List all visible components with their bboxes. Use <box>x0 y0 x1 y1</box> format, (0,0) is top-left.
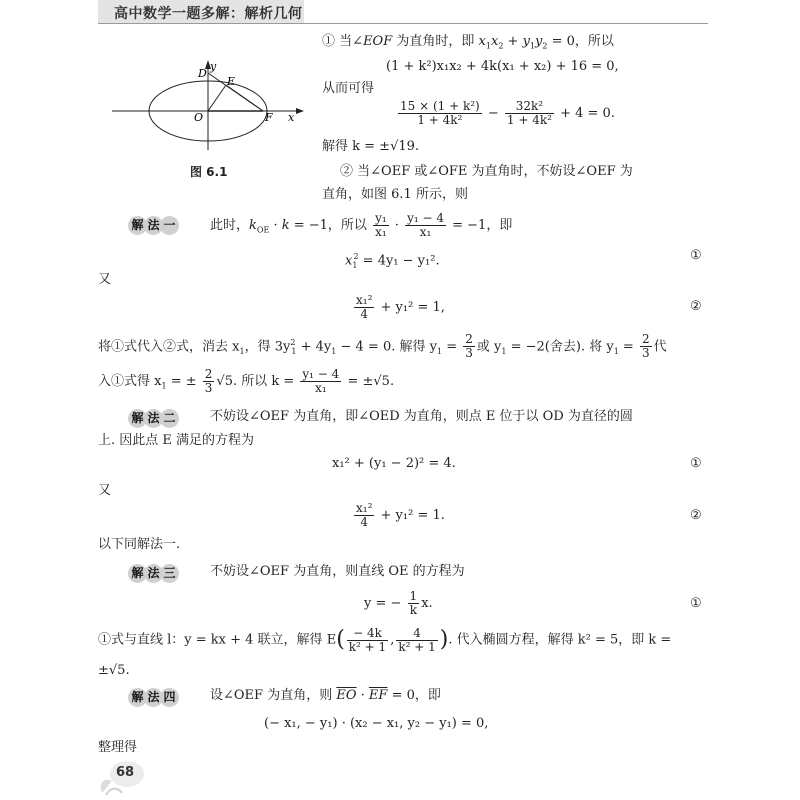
badge-char: 解 <box>128 409 147 428</box>
badge-char: 二 <box>160 409 179 428</box>
sub-text-f: 或 y <box>476 339 502 355</box>
frac-1: 1 <box>409 589 418 603</box>
sub-text-g: = −2(舍去). 将 y <box>506 339 614 355</box>
eqb-den1: 1 + 4k² <box>417 113 463 127</box>
case2-line <box>340 164 633 180</box>
badge-char: 三 <box>160 564 179 583</box>
label-x: x <box>288 111 295 124</box>
equation-5 <box>364 590 433 617</box>
sub2-text-b: = ± <box>166 374 197 389</box>
equation-no-5: ① <box>690 596 702 611</box>
header-title: 高中数学一题多解：解析几何 <box>114 6 303 22</box>
method3-sub-line: ①式与直线 l：y = kx + 4 联立，解得 E( $\frac{- 4k}{\text{k² + 1}}$ , $\frac{4}{\text{k² + 1}}$ ). 代入椭圆方程，解得 k² = 5，即 k = <box>98 625 672 654</box>
eqb-num2: 32k² <box>505 100 554 114</box>
m1-text: 此时， <box>210 218 250 233</box>
m3-sub-text2: . 代入椭圆方程，解得 k² = 5，即 k = <box>448 632 672 648</box>
eqb-num1: 15 × (1 + k²) <box>400 99 480 113</box>
sub-text-i: 代 <box>653 339 667 355</box>
m4-text: 设∠OEF 为直角，则 <box>210 688 333 703</box>
badge-char: 法 <box>144 409 163 428</box>
circle-1: ① <box>322 34 336 49</box>
sqrt19: √19. <box>390 139 420 154</box>
method4-badge <box>128 686 176 706</box>
vector-EO: $\overline{EO}$ <box>336 688 357 703</box>
frac-2c: 2 <box>204 367 213 381</box>
frac-x1sq-b: x₁² <box>356 501 373 515</box>
equation-3: x₁² + (y₁ − 2)² = 4. <box>332 456 456 471</box>
you-text-1: 又 <box>98 272 112 287</box>
label-y: y <box>210 60 217 73</box>
figure-caption: 图 6.1 <box>190 165 228 179</box>
frac-x1c: x₁ <box>315 381 327 395</box>
case2-line2: 直角，如图 6.1 所示，则 <box>322 187 468 202</box>
frac-4c: 4 <box>396 627 437 641</box>
segment-EF <box>226 85 263 111</box>
method2-badge <box>128 407 176 427</box>
case1-line: ① 当∠EOF 为直角时，即 $x_1x_2 + y_1y_2 = 0$，所以 <box>322 34 614 51</box>
case2-text: 当∠OEF 或∠OFE 为直角时，不妨设∠OEF 为 <box>357 164 633 179</box>
eq1-text: = 4y₁ − y₁². <box>362 253 440 269</box>
header-rule <box>98 23 708 24</box>
equation-no-3: ① <box>690 456 702 471</box>
frac-4b: 4 <box>360 515 369 529</box>
hence-text: 从而可得 <box>322 81 375 96</box>
you-text-2: 又 <box>98 483 112 498</box>
frac-k2p1b: k² + 1 <box>398 639 436 654</box>
m1-then: = −1，即 <box>452 218 513 233</box>
badge-char: 四 <box>160 688 179 707</box>
eqb-tail: + 4 = 0. <box>560 106 615 121</box>
badge-char: 解 <box>128 688 147 707</box>
frac-x1: x₁ <box>375 225 387 239</box>
label-O: O <box>194 111 204 124</box>
eq2-tail: + y₁² = 1, <box>380 300 445 315</box>
badge-char: 法 <box>144 688 163 707</box>
label-F: F <box>265 111 273 124</box>
method3-badge <box>128 562 176 582</box>
badge-char: 一 <box>160 216 179 235</box>
frac-3: 3 <box>465 346 473 361</box>
eqb-den2: 1 + 4k² <box>506 113 552 127</box>
equation-2 <box>352 294 445 321</box>
vector-EF: $\overline{EF}$ <box>368 688 388 703</box>
equation-no-1: ① <box>690 248 702 263</box>
sub2-text-d: = ±√5. <box>347 374 395 389</box>
page-number-badge <box>96 757 146 797</box>
equation-no-2: ② <box>690 299 702 314</box>
frac-k: k <box>409 603 417 617</box>
frac-k2p1: k² + 1 <box>348 639 387 654</box>
arrange-text: 整理得 <box>98 740 138 755</box>
frac-2b: 2 <box>641 332 650 347</box>
frac-y1m4: y₁ − 4 <box>407 211 444 225</box>
m4-text-b: = 0，即 <box>391 688 441 703</box>
frac-3b: 3 <box>641 346 650 361</box>
method3-line: 不妨设∠OEF 为直角，则直线 OE 的方程为 <box>210 564 465 579</box>
sub-text-d: − 4 = 0. 解得 y <box>336 339 437 355</box>
equation-b: $\frac{\text{15 × (1 + k²)}}{\text{1 + 4k²}}$ − $\frac{\text{32k²}}{\text{1 + 4k²}}$ + 4 = 0. <box>400 99 615 127</box>
figure-ellipse <box>110 55 310 160</box>
frac-m4k: − 4k <box>347 627 388 641</box>
eq5-text: y = − <box>364 596 402 611</box>
equation-no-4: ② <box>690 508 702 523</box>
sub2-text-a: 入①式得 x <box>98 374 162 389</box>
case1-text-c: ，所以 <box>574 34 614 49</box>
frac-4: 4 <box>360 307 369 321</box>
method4-line: 设∠OEF 为直角，则 $\overline{EO} \cdot \overline{EF} = 0$，即 <box>210 688 441 703</box>
x-axis-arrow <box>296 108 304 114</box>
equation-4 <box>352 502 445 529</box>
circle-2: ② <box>340 164 354 179</box>
sub-text-h: = <box>618 339 634 355</box>
method1-badge <box>128 214 176 234</box>
solve-k-text: 解得 k = ± <box>322 139 391 154</box>
case1-text-b: 为直角时，即 <box>396 34 475 49</box>
page-number: 68 <box>116 765 135 780</box>
badge-char: 法 <box>144 564 163 583</box>
sub-text-c: + 4y <box>296 339 332 355</box>
eq5-tail: x. <box>421 596 433 611</box>
badge-char: 解 <box>128 216 147 235</box>
label-E: E <box>227 75 236 88</box>
frac-x1b: x₁ <box>419 225 432 239</box>
page-header <box>0 0 800 24</box>
m3-sub-text: ①式与直线 l：y = kx + 4 联立，解得 E <box>98 632 337 648</box>
equation-1: $x_1^2 = 4y_1 - y_1^2$. <box>345 252 440 270</box>
sub-text-b: ，得 3y <box>244 339 291 355</box>
sub2-text-c: √5. 所以 k = <box>216 374 295 389</box>
eq4-tail: + y₁² = 1. <box>380 508 445 523</box>
frac-x1sq: x₁² <box>356 293 373 307</box>
segment-OE <box>208 85 226 111</box>
substitute-line2: 入①式得 $x_1$ = ± $\frac{2}{3}$ √5. 所以 k = $\frac{\text{y₁ − 4}}{\text{x₁}}$ = ±√5. <box>98 367 395 395</box>
equation-a: (1 + k²)x₁x₂ + 4k(x₁ + x₂) + 16 = 0, <box>386 59 619 74</box>
badge-char: 法 <box>144 216 163 235</box>
method1-line: 此时，$k_{OE} \cdot k = -1$，所以 $\frac{\text{y₁}}{\text{x₁}}$ · $\frac{\text{y₁ − 4}}{\text{x₁}}$ = −1，即 <box>210 211 513 239</box>
method2-line: 不妨设∠OEF 为直角，即∠OED 为直角，则点 E 位于以 OD 为直径的圆 <box>210 409 633 424</box>
frac-3c: 3 <box>204 381 213 395</box>
case1-text-a: 当∠ <box>339 34 364 49</box>
sub-text-a: 将①式代入②式，消去 x <box>98 339 240 355</box>
badge-char: 解 <box>128 564 147 583</box>
frac-2: 2 <box>465 332 473 347</box>
frac-y1: y₁ <box>375 211 387 225</box>
method2-line2: 上. 因此点 E 满足的方程为 <box>98 433 255 448</box>
method3-result: ±√5. <box>98 663 130 678</box>
solve-k-line <box>322 139 419 155</box>
method4-equation: (− x₁, − y₁) · (x₂ − x₁, y₂ − y₁) = 0, <box>264 716 489 731</box>
sub-text-e: = <box>442 339 458 355</box>
frac-y1m4b: y₁ − 4 <box>302 367 340 381</box>
substitute-line1: 将①式代入②式，消去 $x_1$，得 $3y^2_1 + 4y_1 - 4 = 0$. 解得 $y_1$ = $\frac{2}{3}$ 或 $y_1 = -2$(舍去). 将 $y_1$ = $\frac{2}{3}$ 代 <box>98 332 667 361</box>
same-as-method1: 以下同解法一. <box>98 537 181 552</box>
label-D: D <box>198 67 207 80</box>
